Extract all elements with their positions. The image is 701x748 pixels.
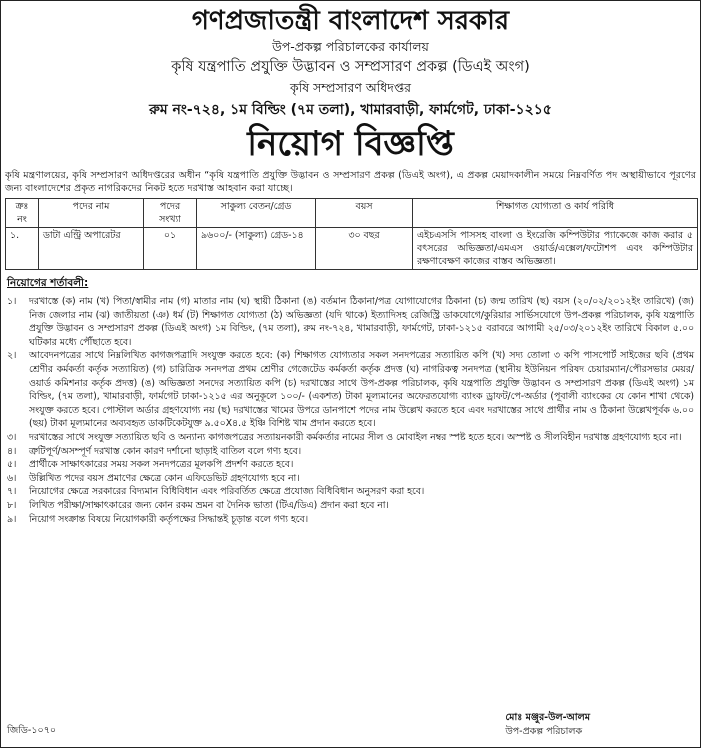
condition-text: লিখিত পরীক্ষা/সাক্ষাৎকারের জন্য কোন রকম ভ্রমন বা দৈনিক ভাতা (টিএ/ডিএ) প্রদান করা হবে না। [29,499,389,511]
list-item [7,458,694,472]
condition-number: ২। [7,350,17,362]
notice-title: নিয়োগ বিজ্ঞপ্তি [247,124,454,164]
list-item [7,485,694,499]
condition-text: উল্লিখিত পদের বয়স প্রমাণের ক্ষেত্রে কোন এফিডেভিট গ্রহণযোগ্য হবে না। [29,472,300,484]
condition-number: ৬। [7,472,17,484]
government-name: গণপ্রজাতন্ত্রী বাংলাদেশ সরকার [191,6,510,36]
department-name: কৃষি সম্প্রসারণ অধিদপ্তর [289,80,412,95]
condition-text: ত্রুটিপূর্ণ/অসম্পূর্ণ দরখাস্ত কোন কারণ দর্শানো ছাড়াই বাতিল বলে গণ্য হবে। [29,445,302,457]
list-item [7,513,694,527]
condition-number: ১। [7,296,17,307]
list-item [7,349,694,431]
col-qualification: শিক্ষাগত যোগ্যতা ও কার্য পরিধি [413,199,698,228]
cell-count: ০১ [144,228,197,270]
footer [1,701,700,741]
cell-qualification: এইচএসসি পাসসহ বাংলা ও ইংরেজি কম্পিউটার প্যাকেজে কাজ করার ৫ বৎসরের অভিজ্ঞতা/এমএস ওয়ার্ড/এক্সেল/ফটোশপ এবং কম্পিউটার রক্ষণাবেক্ষণ কাজের বাস্তব অভিজ্ঞতা। [413,228,698,270]
condition-number: ৯। [7,513,17,525]
signatory-name: মোঃ মঞ্জুর-উল-আলম [505,712,590,723]
signatory-designation: উপ-প্রকল্প পরিচালক [505,726,583,737]
condition-text: প্রার্থীকে সাক্ষাৎকারের সময় সকল সনদপত্রের মূলকপি প্রদর্শণ করতে হবে। [29,459,294,471]
table-row [6,228,698,270]
list-item [7,472,694,486]
list-item [7,445,694,459]
condition-text: দরখাস্তে (ক) নাম (খ) পিতা/স্বামীর নাম (গ) মাতার নাম (ঘ) স্থায়ী ঠিকানা (ঙ) বর্তমান ঠিকানা/পত্র যোগাযোগের ঠিকানা (চ) জন্ম তারিখ (ছ) বয়স (২০/০২/২০১২ইং তারিখে) (জ) নিজ জেলার নাম (ঝ) জাতীয়তা (ঞ) ধর্ম (ট) শিক্ষাগত যোগ্যতা (ঠ) অভিজ্ঞতা (যদি থাকে) ইত্যাদিসহ রেজিস্ট্রি ডাকযোগে/কুরিয়ার সার্ভিসযোগে উপ-প্রকল্প পরিচালক, কৃষি যন্ত্রপাতি প্রযুক্তি উদ্ভাবন ও সম্প্রসারণ প্রকল্প (ডিএই অংগ) ১ম বিল্ডিং, (৭ম তলা), রুম নং-৭২৪, খামারবাড়ী, ফার্মগেট, ঢাকা-১২১৫ বরাবরে আগামী ২৫/০৩/২০১২ইং তারিখে বিকাল ৫.০০ ঘটিকার মধ্যে পৌঁছাতে হবে। [29,296,694,348]
condition-number: ৭। [7,486,17,498]
list-item [7,499,694,513]
condition-text: আবেদনপত্রের সাথে নিম্নলিখিত কাগজপত্রাদি সংযুক্ত করতে হবে: (ক) শিক্ষাগত যোগ্যতার সকল সনদপত্রের সত্যায়িত কপি (খ) সদ্য তোলা ৩ কপি পাসপোর্ট সাইজের ছবি (প্রথম শ্রেণীর কর্মকর্তা কর্তৃক সত্যায়িত) (গ) চারিত্রিক সনদপত্র প্রথম শ্রেণীর গেজেটেড কর্মকর্তা কর্তৃক প্রদত্ত (ঘ) নাগরিকত্ব সনদপত্র (স্থানীয় ইউনিয়ন পরিষদ চেয়ারম্যান/পৌরসভার মেয়র/ওয়ার্ড কমিশনার কর্তৃক প্রদত্ত) (ঙ) অভিজ্ঞতা সনদের সত্যায়িত কপি (চ) দরখাস্তের সাথে উপ-প্রকল্প পরিচালক, কৃষি যন্ত্রপাতি প্রযুক্তি উদ্ভাবন ও সম্প্রসারণ প্রকল্প (ডিএই অংগ) ১ম বিল্ডিং, (৭ম তলা), খামারবাড়ী, ফার্মগেট ঢাকা-১২১৫ এর অনুকূলে ১০০/- (একশত) টাকা মূল্যমানের অফেরতযোগ্য ব্যাংক ড্রাফট/পে-অর্ডার (পূবালী ব্যাংকের যে কোন শাখা থেকে) সংযুক্ত করতে হবে। পোস্টাল অর্ডার গ্রহণযোগ্য নয় (ছ) দরখাস্তের খামের উপরে ডানপাশে পদের নাম উল্লেখ করতে হবে এবং দরখাস্তের সাথে প্রার্থীর নাম ও ঠিকানা উল্লেখপূর্বক ৬.০০ (ছয়) টাকা মূল্যমানের অব্যবহৃত ডাকটিকেটযুক্ত ৯.৫০X৪.৫ ইঞ্চি বিশিষ্ট খাম প্রদান করতে হবে। [29,350,694,430]
signature-block [505,711,590,739]
condition-number: ৪। [7,445,17,457]
condition-number: ৫। [7,459,17,471]
cell-serial: ১. [6,228,39,270]
condition-text: দরখাস্তের সাথে সংযুক্ত সত্যায়িত ছবি ও অন্যান্য কাগজপত্রের সত্যায়নকারী কর্মকর্তার নামের সীল ও মোবাইল নম্বর স্পষ্ট হতে হবে। অস্পষ্ট ও সীলবিহীন দরখাস্ত গ্রহণযোগ্য হবে না। [29,431,682,443]
condition-text: নিয়োগ সংক্রান্ত বিষয়ে নিয়োগকারী কর্তৃপক্ষের সিদ্ধান্তই চূড়ান্ত বলে গণ্য হবে। [29,513,309,525]
header [1,5,700,165]
cell-post: ডাটা এন্ট্রি অপারেটর [39,228,144,270]
intro-paragraph: কৃষি মন্ত্রণালয়ের, কৃষি সম্প্রসারণ অধিদপ্তরের অধীন “কৃষি যন্ত্রপাতি প্রযুক্তি উদ্ভাবন ও সম্প্রসারণ প্রকল্প (ডিএই অংগ), এ প্রকল্প মেয়াদকালীন সময়ে নিম্নবর্ণিত পদ অস্থায়ীভাবে পূরণের জন্য বাংলাদেশের প্রকৃত নাগরিকদের নিকট হতে দরখাস্ত আহবান করা যাচ্ছে। [5,170,696,194]
condition-number: ৮। [7,499,17,511]
memo-number: জিডি-১০৭০ [7,725,57,736]
conditions-heading: নিয়োগের শর্তাবলী: [7,277,89,289]
office-name: উপ-প্রকল্প পরিচালকের কার্যালয় [272,39,429,54]
project-name: কৃষি যন্ত্রপাতি প্রযুক্তি উদ্ভাবন ও সম্প্রসারণ প্রকল্প (ডিএই অংগ) [171,59,530,75]
col-post: পদের নাম [39,199,144,228]
col-salary: সাকুল্য বেতন/গ্রেড [197,199,316,228]
vacancy-table [5,198,698,270]
cell-salary: ৯৬০০/- (সাকুল্য) গ্রেড-১৪ [197,228,316,270]
list-item [7,295,694,349]
condition-number: ৩। [7,431,17,443]
cell-age: ৩০ বছর [316,228,413,270]
list-item [7,431,694,445]
conditions-list [7,295,694,526]
col-age: বয়স [316,199,413,228]
condition-text: নিয়োগের ক্ষেত্রে সরকারের বিদ্যমান বিধিবিধান এবং পরিবর্তিত ক্ষেত্রে প্রযোজ্য বিধিবিধান অনুসরণ করা হবে। [29,486,425,498]
col-count: পদের সংখ্যা [144,199,197,228]
table-header-row [6,199,698,228]
office-address: রুম নং-৭২৪, ১ম বিল্ডিং (৭ম তলা), খামারবাড়ী, ফার্মগেট, ঢাকা-১২১৫ [149,102,552,118]
col-serial: ক্রঃ নং [6,199,39,228]
